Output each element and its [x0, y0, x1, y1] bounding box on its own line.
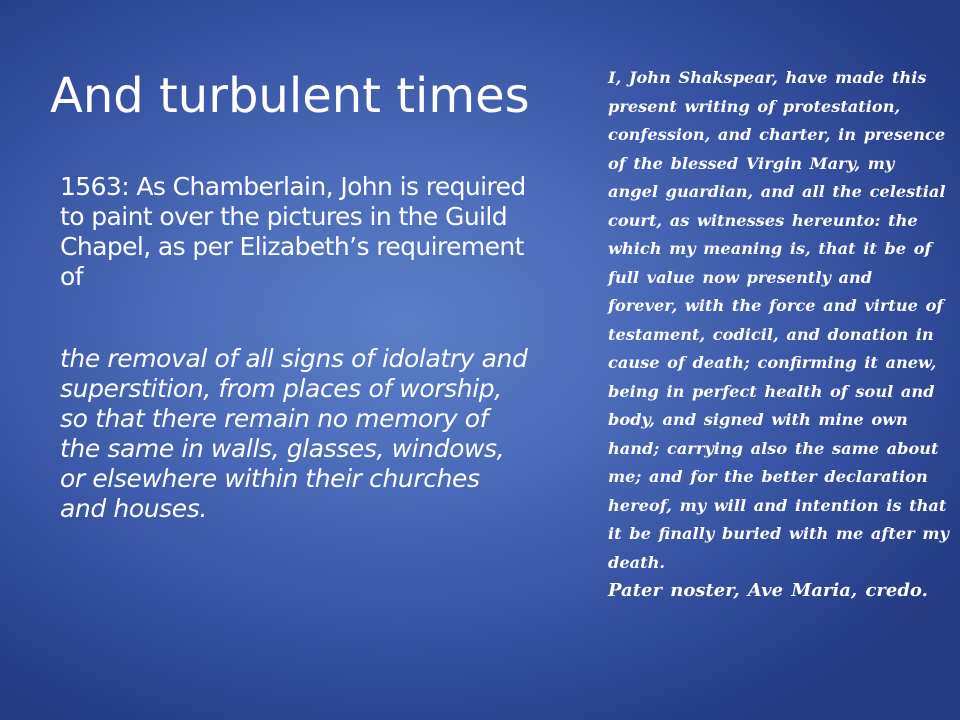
testament-line: angel guardian, and all the celestial — [608, 182, 946, 201]
testament-line: it be finally buried with me after my — [608, 524, 949, 543]
left-text-column — [60, 172, 530, 524]
testament-line: hand; carrying also the same about — [608, 438, 939, 458]
testament-line: testament, codicil, and donation in — [608, 324, 934, 344]
testament-line: forever, with the force and virtue of — [608, 296, 944, 315]
testament-line: of the blessed Virgin Mary, my — [608, 153, 895, 173]
testament-line: I, John Shakspear, have made this — [608, 68, 927, 87]
testament-closing: Pater noster, Ave Maria, credo. — [608, 580, 928, 601]
testament-line: death. — [608, 552, 665, 572]
testament-line: confession, and charter, in presence — [608, 125, 946, 144]
testament-quote — [608, 64, 949, 606]
slide-title: And turbulent times — [50, 68, 530, 124]
testament-line: hereof, my will and intention is that — [608, 495, 947, 515]
testament-line: cause of death; confirming it anew, — [608, 353, 937, 372]
testament-line: full value now presently and — [608, 267, 873, 287]
testament-line: being in perfect health of soul and — [608, 381, 935, 401]
testament-line: which my meaning is, that it be of — [608, 239, 932, 258]
testament-line: body, and signed with mine own — [608, 410, 908, 429]
testament-line: present writing of protestation, — [608, 96, 901, 116]
testament-line: me; and for the better declaration — [608, 467, 928, 486]
quote-paragraph: the removal of all signs of idolatry and superstition, from places of worship, so that there remain no memory of the same in walls, glasses, windows, or elsewhere within their churches and houses. — [60, 344, 528, 523]
testament-line: court, as witnesses hereunto: the — [608, 210, 918, 230]
body-paragraph: 1563: As Chamberlain, John is required to paint over the pictures in the Guild Chapel, as per Elizabeth’s requirement of — [60, 172, 526, 291]
